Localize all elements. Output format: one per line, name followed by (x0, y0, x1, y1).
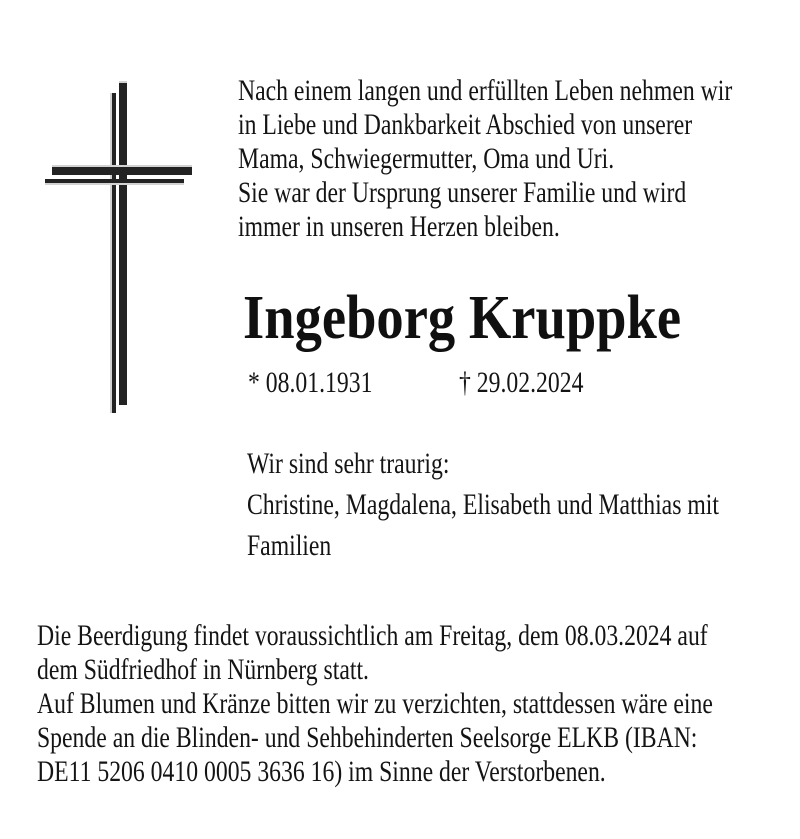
cross-vertical-thick-line (119, 83, 127, 405)
mourning-line: Christine, Magdalena, Elisabeth und Matthias mit (247, 488, 719, 521)
intro-line: Mama, Schwiegermutter, Oma und Uri. (238, 142, 615, 175)
cross-vertical-thin-line (112, 93, 116, 413)
deceased-name: Ingeborg Kruppke (243, 284, 682, 352)
funeral-line: dem Südfriedhof in Nürnberg statt. (37, 653, 369, 686)
cross-horizontal-thick-line (52, 167, 192, 175)
funeral-line: Spende an die Blinden- und Sehbehinderten Seelsorge ELKB (IBAN: (37, 721, 698, 754)
funeral-line: DE11 5206 0410 0005 3636 16) im Sinne der Verstorbenen. (37, 755, 606, 788)
funeral-line: Auf Blumen und Kränze bitten wir zu verzichten, stattdessen wäre eine (37, 687, 713, 720)
intro-line: immer in unseren Herzen bleiben. (238, 210, 560, 243)
mourning-line: Familien (247, 529, 332, 562)
intro-line: Nach einem langen und erfüllten Leben nehmen wir (238, 74, 733, 107)
mourning-line: Wir sind sehr traurig: (247, 447, 450, 480)
funeral-details-paragraph (37, 619, 713, 789)
birth-date: * 08.01.1931 (248, 366, 373, 399)
cross-horizontal-thin-line (45, 179, 184, 183)
intro-line: Sie war der Ursprung unserer Familie und wird (238, 176, 687, 209)
death-date: † 29.02.2024 (459, 366, 584, 399)
intro-paragraph (238, 74, 732, 244)
funeral-line: Die Beerdigung findet voraussichtlich am Freitag, dem 08.03.2024 auf (37, 619, 708, 652)
mourning-family-block (247, 443, 719, 566)
intro-line: in Liebe und Dankbarkeit Abschied von unserer (238, 108, 693, 141)
